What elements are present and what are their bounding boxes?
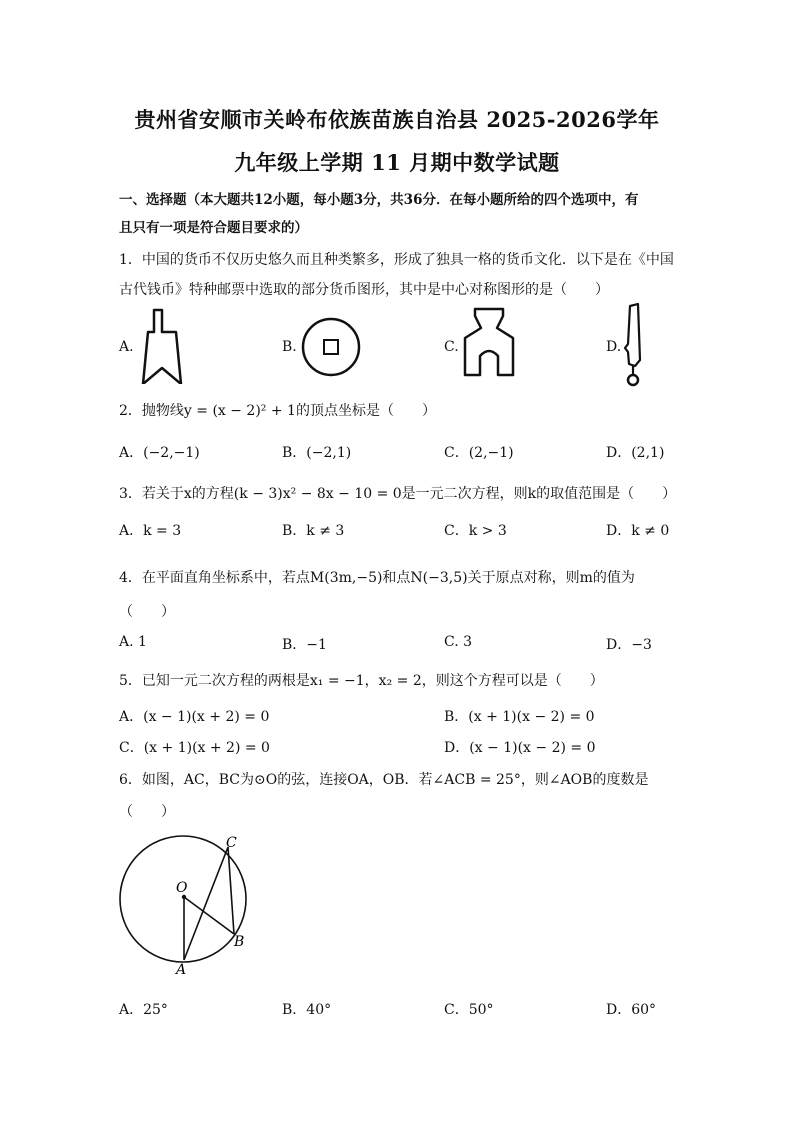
bridge-coin-figure [460,306,518,378]
question-4-option-b: B．−1 [282,637,327,653]
question-2-option-d: D．(2,1) [606,445,665,461]
knife-coin-figure [620,302,648,388]
question-4-option-a: A. 1 [119,634,147,650]
question-6-text-line-1: 6．如图，AC，BC为⊙O的弦，连接OA，OB．若∠ACB = 25°，则∠AOB的度数是 [119,772,649,788]
question-3-text: 3．若关于x的方程(k − 3)x² − 8x − 10 = 0是一元二次方程，则k的取值范围是（ ） [119,486,677,502]
question-4-option-c: C. 3 [444,634,473,650]
question-5-option-a: A．(x − 1)(x + 2) = 0 [119,709,270,725]
question-6-option-d: D．60° [606,1002,657,1018]
page-title-line-1: 贵州省安顺市关岭布依族苗族自治县 2025-2026学年 [134,107,660,132]
question-5-option-c: C．(x + 1)(x + 2) = 0 [119,740,270,756]
round-coin-figure [299,316,363,378]
point-a-label: A [176,962,187,978]
question-1-option-b-label: B. [282,339,297,355]
question-1-text-line-1: 1．中国的货币不仅历史悠久而且种类繁多，形成了独具一格的货币文化．以下是在《中国 [119,252,674,268]
question-3-option-b: B．k ≠ 3 [282,523,345,539]
question-1-option-c-label: C. [444,339,459,355]
question-4-text-line-2: （ ） [119,604,175,620]
question-4-text-line-1: 4．在平面直角坐标系中，若点M(3m,−5)和点N(−3,5)关于原点对称，则m的值为 [119,570,635,586]
question-5-option-b: B．(x + 1)(x − 2) = 0 [444,709,595,725]
circle-geometry-figure [112,830,272,980]
question-3-option-a: A．k = 3 [119,523,182,539]
question-2-option-a: A．(−2,−1) [119,445,200,461]
question-5-option-d: D．(x − 1)(x − 2) = 0 [444,740,596,756]
section-header-line-1: 一、选择题（本大题共12小题，每小题3分，共36分．在每小题所给的四个选项中，有 [119,192,639,208]
question-2-text: 2．抛物线y = (x − 2)² + 1的顶点坐标是（ ） [119,403,436,419]
question-3-option-d: D．k ≠ 0 [606,523,670,539]
page-title-line-2: 九年级上学期 11 月期中数学试题 [234,150,560,175]
question-4-option-d: D．−3 [606,637,652,653]
question-1-option-a-label: A. [119,339,134,355]
point-b-label: B [234,934,245,950]
question-2-option-c: C．(2,−1) [444,445,514,461]
question-6-option-b: B．40° [282,1002,332,1018]
question-1-text-line-2: 古代钱币》特种邮票中选取的部分货币图形，其中是中心对称图形的是（ ） [119,282,609,298]
question-6-text-line-2: （ ） [119,804,175,820]
spade-coin-figure [138,306,186,384]
question-6-option-c: C．50° [444,1002,494,1018]
question-1-option-d-label: D. [606,339,622,355]
question-2-option-b: B．(−2,1) [282,445,352,461]
question-3-option-c: C．k > 3 [444,523,507,539]
point-o-label: O [176,880,188,896]
question-6-option-a: A．25° [119,1002,168,1018]
point-c-label: C [226,835,237,851]
section-header-line-2: 且只有一项是符合题目要求的） [119,220,308,236]
question-5-text: 5．已知一元二次方程的两根是x₁ = −1，x₂ = 2，则这个方程可以是（ ） [119,673,604,689]
